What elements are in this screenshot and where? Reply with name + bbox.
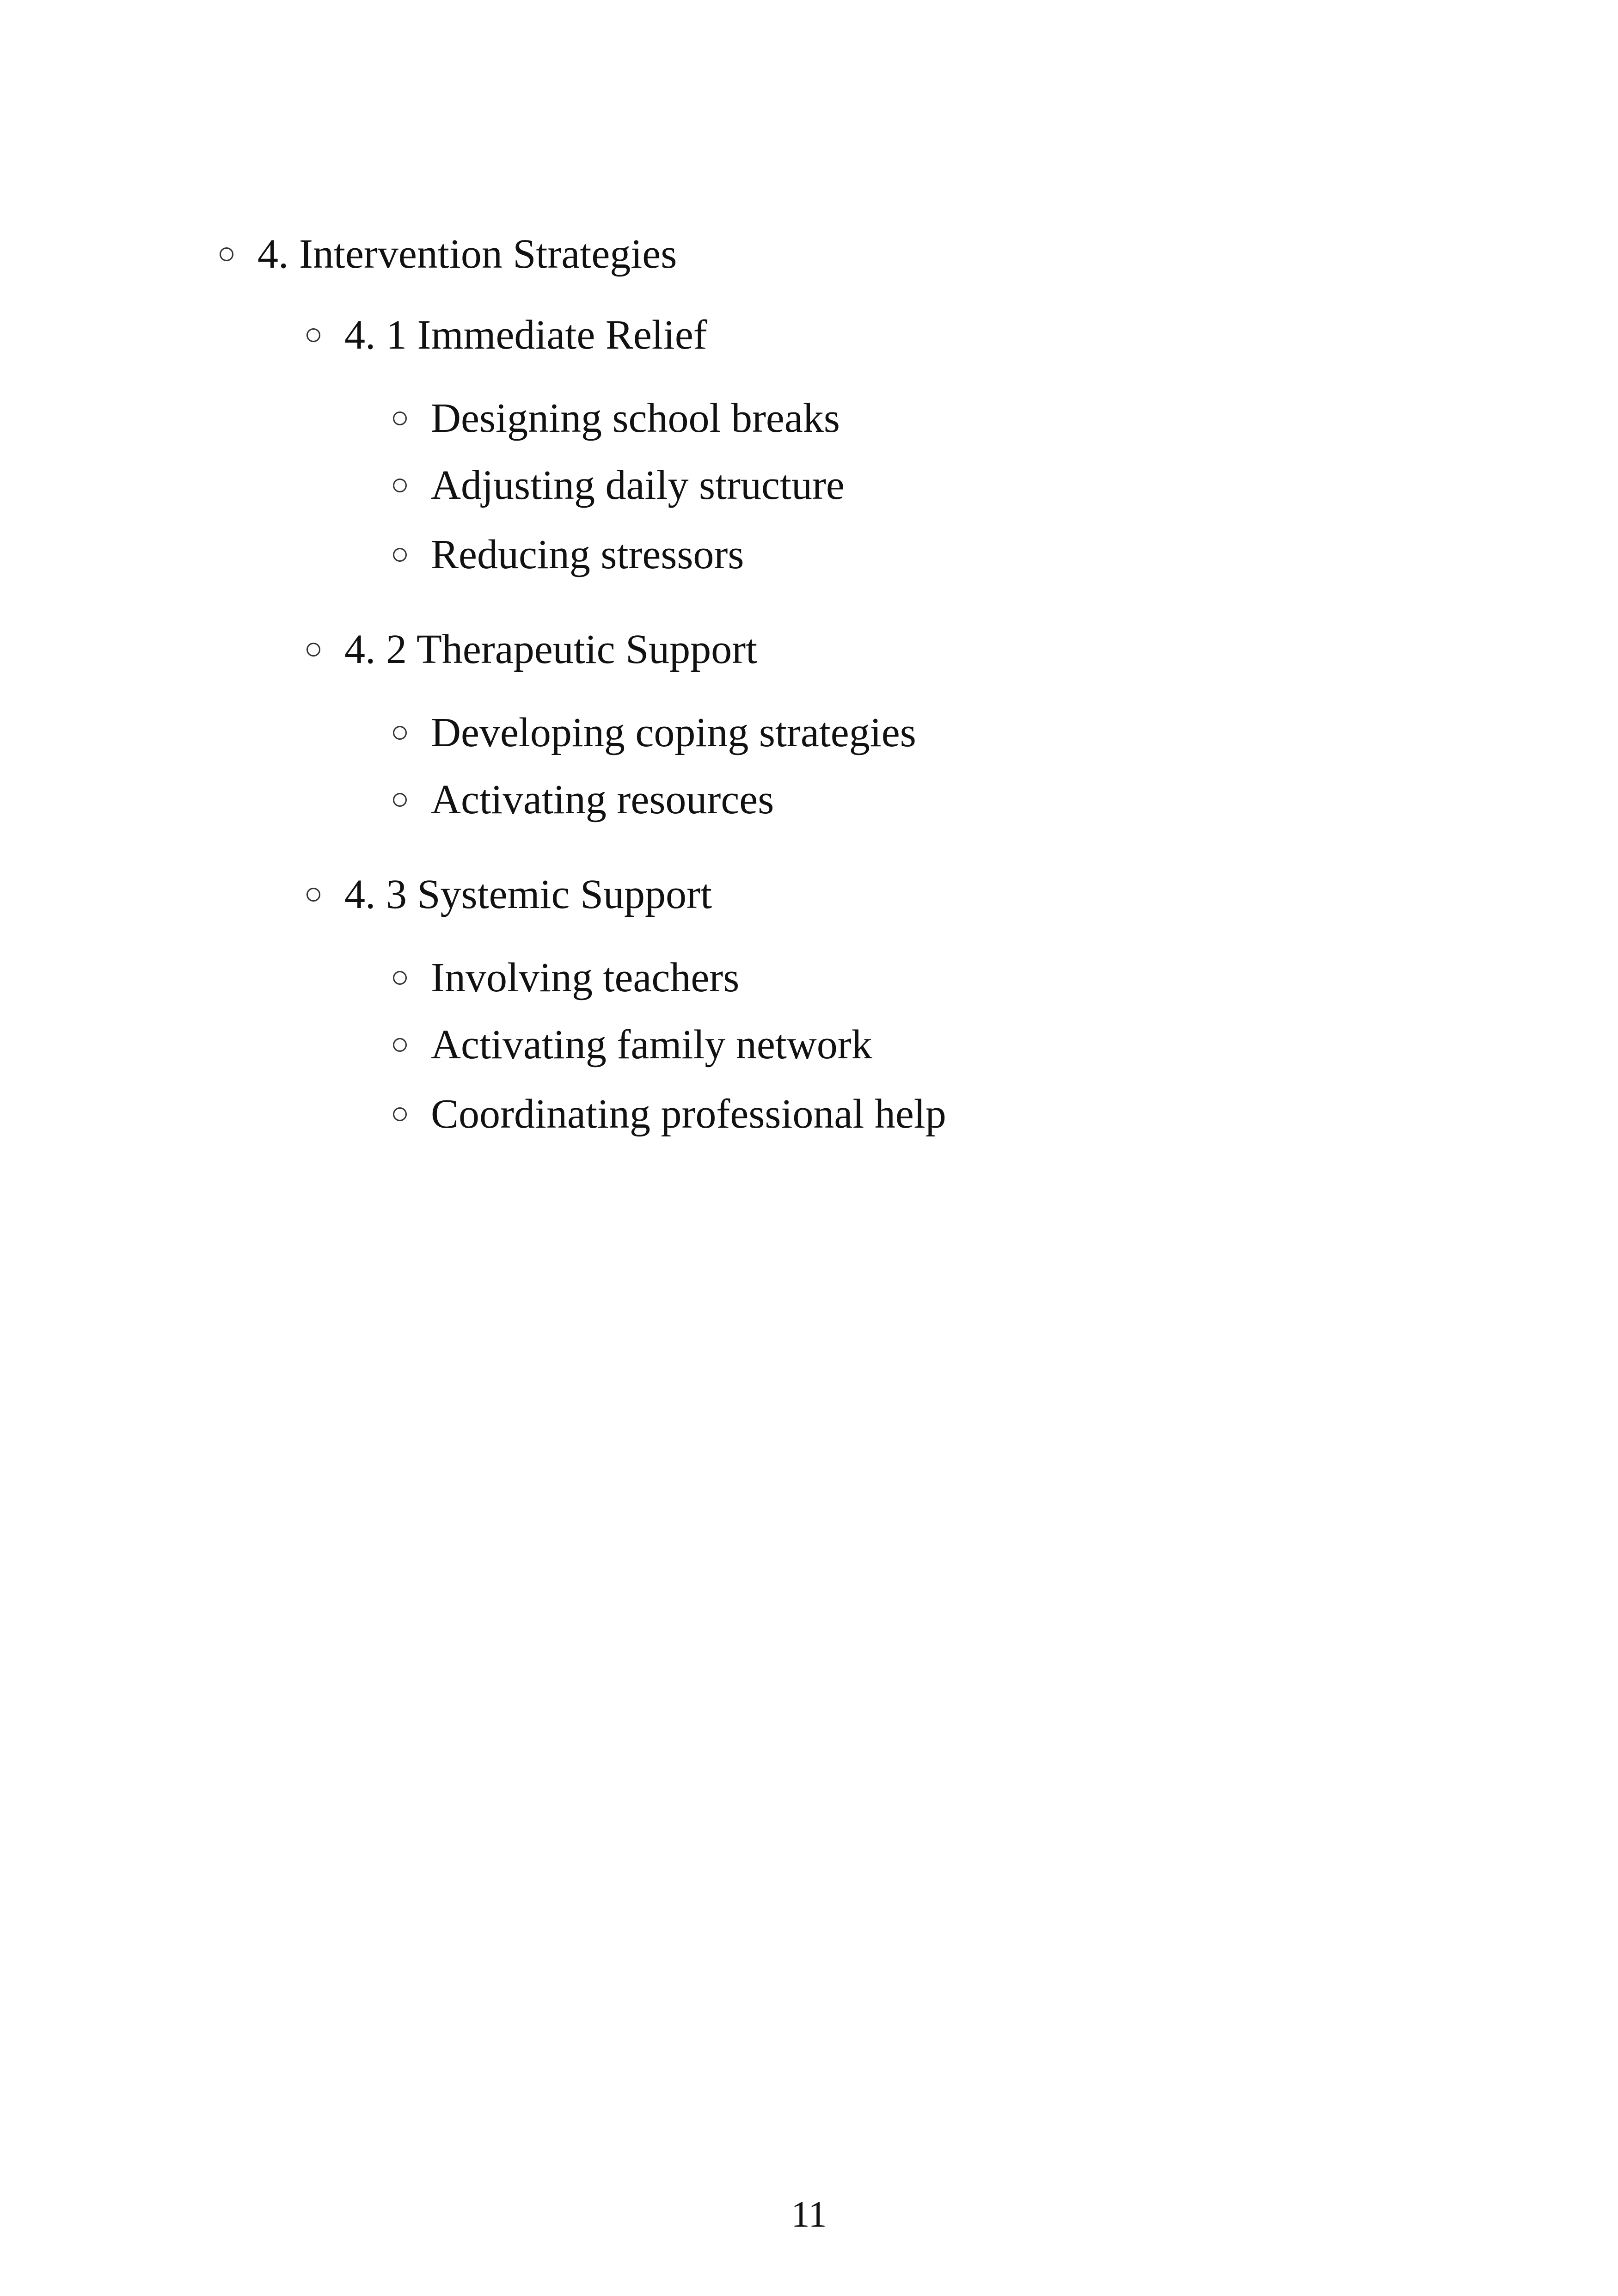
hollow-bullet-icon [393,479,407,492]
section-heading [306,874,712,915]
section-heading [306,626,758,672]
hollow-bullet-icon [393,1107,407,1121]
hollow-bullet-icon [220,247,233,261]
list-item [393,462,845,508]
list-item [393,1024,872,1066]
list-item-text: Coordinating professional help [431,1091,946,1137]
list-item [393,957,739,999]
list-item-text: Reducing stressors [431,532,744,577]
list-item [393,395,840,441]
list-item-text: Activating family network [431,1022,872,1068]
section-heading-text: 4. 2 Therapeutic Support [344,626,758,672]
outline-heading-text: 4. Intervention Strategies [257,231,677,277]
hollow-bullet-icon [306,328,320,342]
list-item-text: Involving teachers [431,955,740,1001]
hollow-bullet-icon [393,971,407,985]
hollow-bullet-icon [393,1038,407,1052]
section-heading-text: 4. 1 Immediate Relief [344,312,707,358]
list-item-text: Activating resources [431,777,774,823]
hollow-bullet-icon [306,643,320,657]
list-item [393,534,744,576]
list-item [393,779,774,821]
list-item [393,1093,946,1135]
list-item-text: Designing school breaks [431,395,840,441]
section-heading [306,314,707,356]
hollow-bullet-icon [393,548,407,562]
hollow-bullet-icon [393,726,407,740]
list-item-text: Developing coping strategies [431,710,916,755]
section-heading-text: 4. 3 Systemic Support [344,872,712,917]
hollow-bullet-icon [393,793,407,807]
outline-heading [220,233,677,275]
list-item [393,712,916,754]
page-number: 11 [791,2194,827,2235]
hollow-bullet-icon [393,411,407,425]
hollow-bullet-icon [306,888,320,902]
list-item-text: Adjusting daily structure [431,462,845,508]
